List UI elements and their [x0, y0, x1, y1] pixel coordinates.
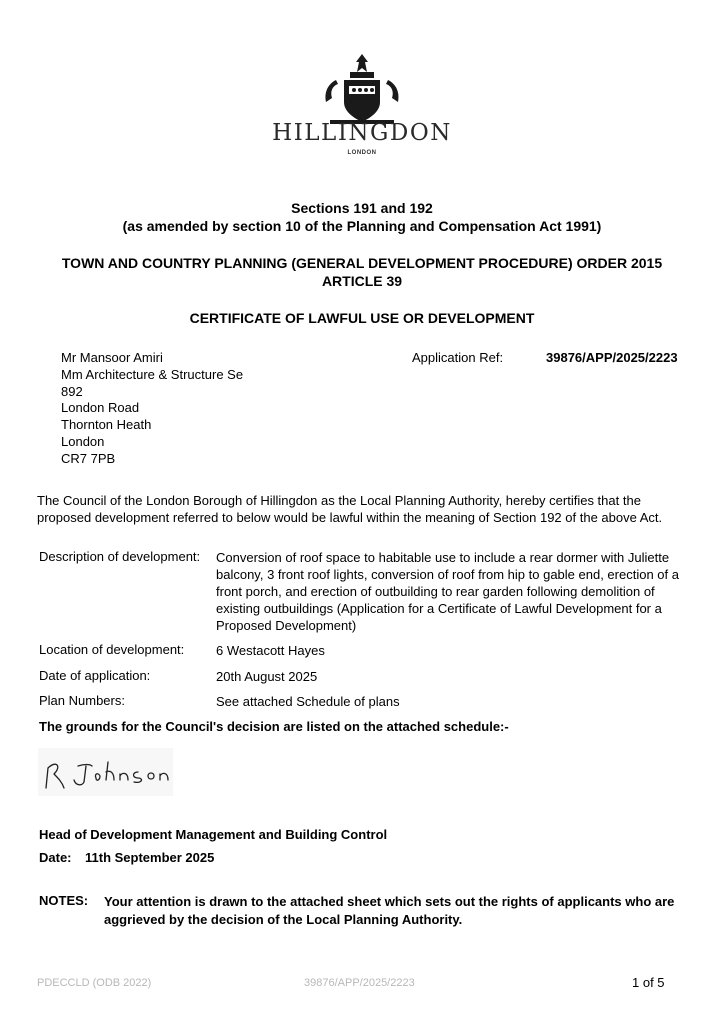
address-line: CR7 7PB — [61, 450, 116, 466]
address-line: London Road — [61, 400, 140, 416]
signature-image — [38, 748, 173, 796]
address-line: London — [61, 433, 105, 449]
page-number: 1 of 5 — [632, 975, 665, 990]
application-ref-value: 39876/APP/2025/2223 — [546, 350, 678, 365]
brand-name: HILLINGDON — [272, 120, 452, 146]
heading-amendment: (as amended by section 10 of the Planning and Compensation Act 1991) — [122, 218, 602, 234]
heading-sections: Sections 191 and 192 — [291, 200, 433, 216]
notes-text: Your attention is drawn to the attached sheet which sets out the rights of applicants who are aggrieved by the decision of the Local Planning Authority. — [104, 894, 675, 927]
grounds-statement: The grounds for the Council's decision are listed on the attached schedule:- — [39, 719, 509, 734]
heading-order: TOWN AND COUNTRY PLANNING (GENERAL DEVELOPMENT PROCEDURE) ORDER 2015 — [61, 255, 663, 271]
notes-label: NOTES: — [39, 893, 89, 908]
footer-ref: 39876/APP/2025/2223 — [304, 977, 415, 989]
signatory-date-label: Date: — [39, 850, 72, 865]
location-value: 6 Westacott Hayes — [216, 643, 325, 658]
address-line: 892 — [61, 383, 83, 399]
addressee-block — [61, 350, 243, 468]
address-line: Mm Architecture & Structure Se — [61, 366, 244, 382]
footer-form-code: PDECCLD (ODB 2022) — [37, 977, 152, 989]
heading-article: ARTICLE 39 — [321, 273, 403, 289]
signatory-date-value: 11th September 2025 — [85, 850, 215, 865]
address-line: Mr Mansoor Amiri — [61, 350, 163, 365]
location-label: Location of development: — [39, 642, 185, 657]
date-of-application-label: Date of application: — [39, 668, 151, 683]
description-value: Conversion of roof space to habitable use to include a rear dormer with Juliette balcony, 3 front roof lights, conversion of roof from hip to gable end, erection of a front porch, and erection of outbuilding to rear garden following demolition of existing outbuildings (Application for a Certificate of Lawful Development for a Proposed Development) — [216, 550, 679, 633]
page-title: CERTIFICATE OF LAWFUL USE OR DEVELOPMENT — [189, 310, 535, 326]
description-label: Description of development: — [39, 549, 201, 564]
brand-subtitle: LONDON — [347, 150, 377, 156]
hillingdon-crest-logo — [296, 50, 428, 128]
signatory-title: Head of Development Management and Building Control — [39, 827, 388, 842]
certification-statement: The Council of the London Borough of Hillingdon as the Local Planning Authority, hereby certifies that the proposed development referred to below would be lawful within the meaning of Section 192 of the above Act. — [37, 493, 663, 525]
plan-numbers-label: Plan Numbers: — [39, 693, 125, 708]
plan-numbers-value: See attached Schedule of plans — [216, 694, 400, 709]
address-line: Thornton Heath — [61, 417, 152, 433]
application-ref-label: Application Ref: — [412, 350, 504, 365]
date-of-application-value: 20th August 2025 — [216, 669, 318, 684]
